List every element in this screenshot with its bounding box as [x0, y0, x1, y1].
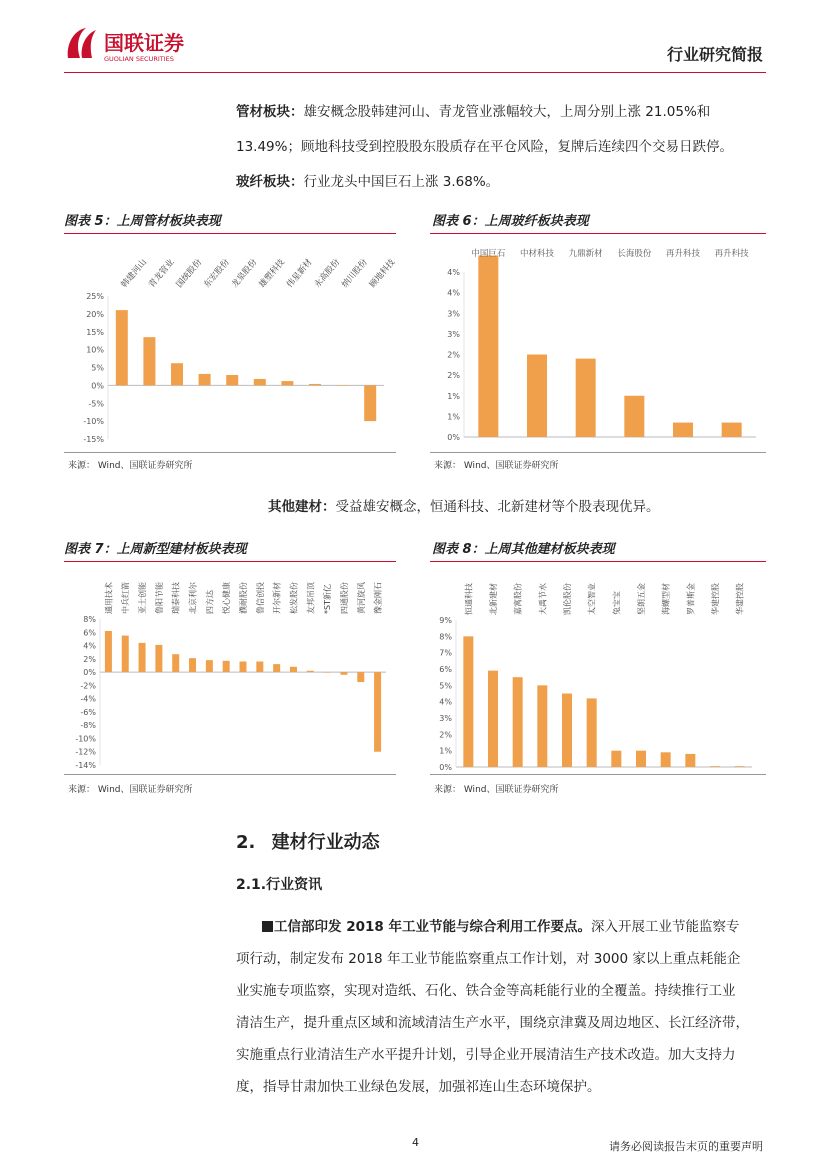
category-label: 纳川股份 — [340, 257, 370, 290]
category-label: 松发股份 — [289, 582, 299, 614]
y-tick-label: 0% — [447, 433, 460, 442]
category-label: 太空智业 — [587, 583, 597, 615]
category-label: 瑞泰科技 — [171, 582, 181, 614]
pipe-paragraph-line-1 — [236, 97, 766, 128]
glass-label: 玻纤板块： — [236, 174, 304, 190]
y-tick-label: 25% — [86, 292, 104, 301]
figure-6-title: 图表 6：上周玻纤板块表现 — [432, 214, 589, 229]
other-paragraph — [268, 492, 768, 523]
category-label: 坚朗五金 — [637, 583, 646, 615]
category-label: 大禹节水 — [538, 583, 548, 615]
category-label: 长海股份 — [617, 249, 652, 259]
category-label: *ST新亿 — [323, 584, 333, 614]
bar — [463, 636, 473, 767]
pipe-label: 管材板块： — [236, 104, 304, 120]
bar — [537, 685, 547, 767]
bar — [116, 310, 128, 385]
y-tick-label: -10% — [83, 417, 104, 427]
figure-7-chart — [64, 562, 396, 774]
bar — [624, 396, 644, 437]
bar — [337, 385, 349, 386]
bar — [223, 661, 230, 672]
category-label: 豫金刚石 — [373, 582, 383, 614]
y-tick-label: 4% — [447, 268, 460, 277]
sub-heading: 2.1.行业资讯 — [236, 877, 323, 893]
news-line-4: 清洁生产，提升重点区域和流域清洁生产水平，围绕京津冀及周边地区、长江经济带， — [236, 1015, 749, 1031]
bar — [324, 672, 331, 673]
figure-5-title: 图表 5：上周管材板块表现 — [64, 214, 221, 229]
glass-text: 行业龙头中国巨石上涨 3.68%。 — [303, 174, 500, 190]
header-divider — [64, 72, 766, 73]
bar — [256, 661, 263, 672]
y-tick-label: 4% — [447, 288, 460, 298]
bar — [710, 766, 720, 767]
pipe-paragraph-line-2 — [236, 132, 766, 163]
bar — [611, 751, 621, 767]
figure-7-source: 来源： Wind、国联证券研究所 — [68, 785, 193, 795]
section-title: 建材行业动态 — [271, 832, 380, 853]
y-tick-label: -6% — [80, 707, 96, 717]
y-tick-label: 1% — [447, 391, 460, 401]
figure-5-chart — [64, 234, 396, 452]
y-tick-label: 20% — [86, 309, 104, 319]
category-label: 雄塑科技 — [257, 257, 287, 290]
category-label: 亚士创能 — [138, 582, 148, 614]
y-tick-label: 9% — [439, 616, 452, 625]
bar — [374, 672, 381, 752]
bar — [273, 664, 280, 672]
bar — [307, 671, 314, 672]
figure-6-source: 来源： Wind、国联证券研究所 — [434, 461, 559, 471]
category-label: 北京利尔 — [188, 582, 198, 614]
bar — [105, 631, 112, 672]
y-tick-label: 6% — [83, 628, 96, 638]
figure-7-title: 图表 7：上周新型建材板块表现 — [64, 542, 247, 557]
category-label: 四通股份 — [339, 582, 349, 614]
category-label: 伟星新材 — [285, 257, 315, 290]
y-tick-label: 1% — [447, 412, 460, 422]
bar — [587, 698, 597, 767]
bar — [172, 654, 179, 672]
y-tick-label: 8% — [439, 632, 452, 642]
figure-6-chart — [430, 234, 766, 452]
news-text-1: 深入开展工业节能监察专 — [590, 919, 740, 935]
company-logo — [64, 24, 224, 64]
y-tick-label: 7% — [439, 648, 452, 658]
bar — [340, 672, 347, 675]
category-label: 国统股份 — [174, 257, 205, 290]
bar — [139, 643, 146, 672]
bar — [309, 384, 321, 385]
y-tick-label: -15% — [83, 435, 104, 444]
category-label: 中国巨石 — [471, 249, 506, 259]
bullet-square-icon — [262, 921, 273, 932]
y-tick-label: 5% — [439, 681, 452, 691]
category-label: 嘉寓股份 — [513, 583, 523, 615]
y-tick-label: 0% — [91, 381, 104, 391]
category-label: 再升科技 — [714, 249, 749, 259]
y-tick-label: 3% — [439, 714, 452, 723]
category-label: 濮耐股份 — [239, 582, 248, 614]
pipe-text-2: 13.49%；顾地科技受到控股股东股质存在平仓风险，复牌后连续四个交易日跌停。 — [236, 139, 733, 155]
y-tick-label: 3% — [447, 309, 460, 319]
bar — [206, 660, 213, 672]
category-label: 通用技术 — [104, 582, 114, 614]
logo-text-en: GUOLIAN SECURITIES — [104, 55, 174, 63]
category-label: 恒通科技 — [464, 583, 474, 615]
y-tick-label: 2% — [83, 654, 96, 664]
bar — [143, 337, 155, 385]
section-heading — [236, 828, 380, 854]
figure-5-frame — [64, 233, 396, 453]
category-label: 韩建河山 — [119, 257, 149, 290]
bar — [122, 636, 129, 673]
category-label: 四方达 — [205, 590, 215, 614]
bar — [636, 751, 646, 767]
bar — [155, 645, 162, 672]
bar — [562, 694, 572, 768]
news-label: 工信部印发 2018 年工业节能与综合利用工作要点。 — [274, 919, 591, 935]
bar — [364, 385, 376, 421]
other-text: 受益雄安概念，恒通科技、北新建材等个股表现优异。 — [335, 499, 660, 515]
y-tick-label: 15% — [86, 327, 104, 337]
y-tick-label: 4% — [439, 697, 452, 707]
section-number: 2. — [236, 832, 256, 853]
news-line-6: 度，指导甘肃加快工业绿色发展，加强祁连山生态环境保护。 — [236, 1079, 601, 1095]
y-tick-label: 3% — [447, 329, 460, 339]
category-label: 兔宝宝 — [612, 591, 622, 615]
category-label: 悦心健康 — [222, 582, 232, 614]
category-label: 华建控股 — [711, 583, 720, 615]
news-line-2: 项行动，制定发布 2018 年工业节能监察重点工作计划，对 3000 家以上重点耗能企 — [236, 951, 741, 967]
figure-7-frame — [64, 561, 396, 775]
figure-8-title: 图表 8：上周其他建材板块表现 — [432, 542, 615, 557]
bar — [673, 423, 693, 437]
news-line-5: 实施重点行业清洁生产水平提升计划，引导企业开展清洁生产技术改造。加大支持力 — [236, 1047, 736, 1063]
bar — [357, 672, 364, 682]
category-label: 青龙管业 — [147, 257, 177, 290]
bar — [722, 423, 742, 437]
category-label: 永高股份 — [312, 257, 343, 290]
footer-disclaimer-note: 请务必阅读报告末页的重要声明 — [609, 1140, 763, 1153]
category-label: 北新建材 — [489, 583, 498, 615]
bar — [513, 677, 523, 767]
glass-paragraph — [236, 167, 766, 198]
report-type: 行业研究简报 — [666, 45, 763, 64]
bar — [685, 754, 695, 767]
y-tick-label: 1% — [439, 746, 452, 756]
figure-6-frame — [430, 233, 766, 453]
y-tick-label: -8% — [80, 721, 96, 731]
bar — [240, 661, 247, 672]
figure-8-frame — [430, 561, 766, 775]
bar — [478, 256, 498, 438]
figure-8-chart — [430, 562, 766, 774]
news-line-3: 业实施专项监察，实现对造纸、石化、铁合金等高耗能行业的全覆盖。持续推行工业 — [236, 983, 736, 999]
figure-5-source: 来源： Wind、国联证券研究所 — [68, 461, 193, 471]
bar — [527, 355, 547, 438]
y-tick-label: 2% — [447, 350, 460, 360]
other-label: 其他建材： — [268, 499, 336, 515]
category-label: 中材科技 — [519, 249, 555, 259]
bar — [290, 667, 297, 672]
category-label: 黄河旋风 — [356, 582, 366, 614]
category-label: 再升科技 — [665, 249, 701, 259]
bar — [254, 379, 266, 385]
y-tick-label: -10% — [75, 734, 96, 744]
category-label: 中兵红箭 — [121, 582, 131, 614]
figure-8-source: 来源： Wind、国联证券研究所 — [434, 785, 559, 795]
category-label: 鲁信创投 — [255, 582, 265, 614]
y-tick-label: -14% — [75, 761, 96, 770]
y-tick-label: 8% — [83, 615, 96, 624]
bar — [189, 658, 196, 672]
logo-icon — [64, 24, 224, 64]
category-label: 龙泉股份 — [229, 257, 260, 290]
y-tick-label: 2% — [447, 371, 460, 381]
pipe-text-1: 雄安概念股韩建河山、青龙管业涨幅较大，上周分别上涨 21.05%和 — [303, 104, 711, 120]
category-label: 凯伦股份 — [563, 583, 572, 615]
y-tick-label: 4% — [83, 641, 96, 651]
y-tick-label: -12% — [75, 747, 96, 757]
y-tick-label: 0% — [439, 763, 452, 772]
bar — [488, 671, 498, 767]
news-line-1 — [262, 912, 768, 943]
y-tick-label: 2% — [439, 730, 452, 740]
category-label: 罗普斯金 — [686, 583, 696, 615]
bar — [661, 752, 671, 767]
page-number: 4 — [412, 1136, 419, 1149]
y-tick-label: -2% — [80, 681, 96, 691]
category-label: 东宏股份 — [202, 257, 232, 290]
y-tick-label: -5% — [88, 399, 104, 409]
bar — [226, 375, 238, 385]
category-label: 九鼎新材 — [568, 249, 603, 259]
y-tick-label: 10% — [86, 345, 104, 355]
category-label: 海螺型材 — [661, 583, 671, 615]
category-label: 华建控股 — [735, 583, 745, 615]
logo-text-cn: 国联证券 — [104, 31, 184, 55]
category-label: 开尔新材 — [272, 582, 282, 614]
bar — [281, 381, 293, 385]
category-label: 顾地科技 — [367, 257, 396, 290]
bar — [171, 363, 183, 385]
y-tick-label: 0% — [83, 668, 96, 678]
y-tick-label: 5% — [91, 363, 104, 373]
category-label: 鲁阳节能 — [154, 582, 164, 614]
bar — [199, 374, 211, 385]
y-tick-label: -4% — [80, 694, 96, 704]
y-tick-label: 6% — [439, 665, 452, 674]
category-label: 友邦吊顶 — [306, 582, 316, 614]
bar — [576, 359, 596, 437]
bar — [735, 766, 745, 767]
